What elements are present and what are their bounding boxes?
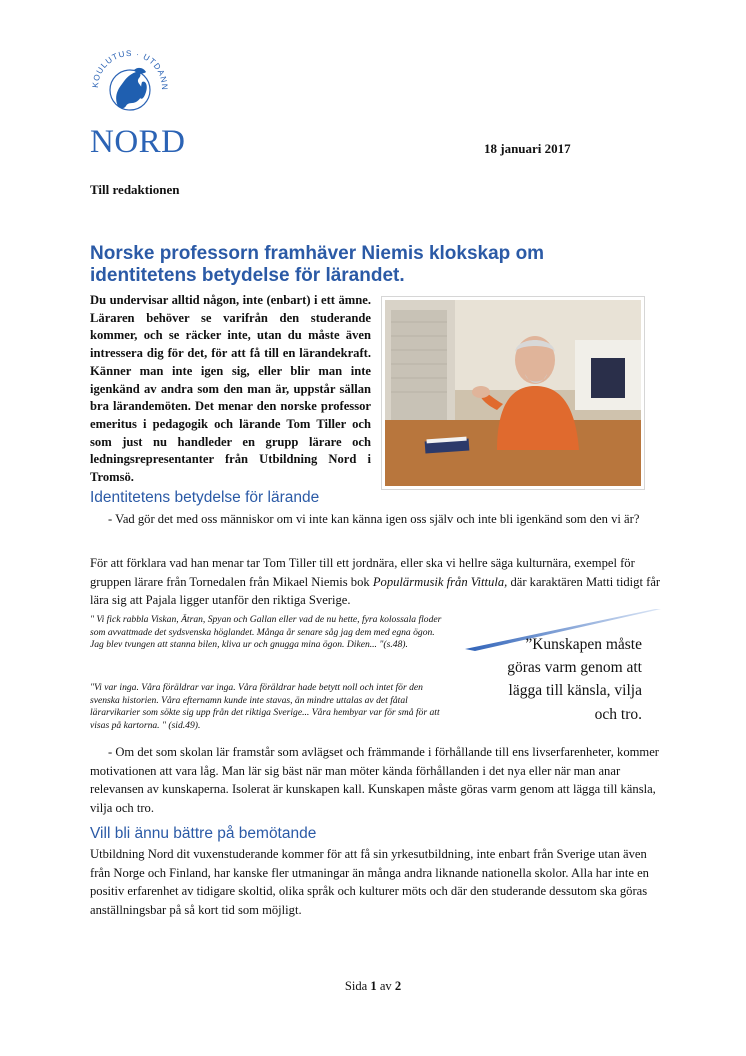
example-text-after: där karaktären Matti tidigt får lära sig att Pajala ligger utanför den riktiga Sverige. (90, 574, 661, 608)
body-paragraph-example (90, 554, 665, 610)
pull-quote: ”Kunskapen måste göras varm genom att lägga till känsla, vilja och tro. (507, 636, 642, 723)
logo-wordmark: NORD (90, 124, 186, 160)
footer-page-total: 2 (394, 979, 402, 993)
addressee-line: Till redaktionen (90, 182, 180, 197)
article-photo (381, 296, 645, 490)
example-text-before: För att förklara vad han menar tar Tom Tiller till ett jordnära, eller ska vi hellre säga kulturnära, exempel för gruppen lärare från Tornedalen från Mikael Niemis bok (90, 556, 635, 589)
book-quote-2: "Vi var inga. Våra föräldrar var inga. Våra föräldrar hade betytt noll och intet för den svenska historien. Våra efternamn kunde inte stavas, än mindre uttalas av det fåtal lärarvikarier som sökte sig upp från det riktiga Sverige... Våra hembyar var för små för att visas på kartorna. " (sid.49). (90, 682, 440, 731)
footer-middle: av (376, 979, 395, 993)
section-heading-better: Vill bli ännu bättre på bemötande (90, 825, 317, 842)
article-title: Norske professorn framhäver Niemis klokskap om identitetens betydelse för lärandet. (90, 243, 545, 286)
document-date: 18 januari 2017 (484, 141, 571, 156)
photo-tom-tiller-image (385, 300, 641, 486)
utbildning-nord-logo (84, 42, 184, 160)
logo-emblem-icon (84, 42, 184, 126)
page-footer (0, 979, 746, 994)
body-paragraph-utbildning-nord: Utbildning Nord dit vuxenstuderande kommer för att få sin yrkesutbildning, inte enbart från Sverige utan även från Norge och Finland, har kanske fler utmaningar än många andra liknande nationella skolor. Alla har inte en positiv erfarenhet av tidigare skoltid, olika språk och kulturer möts och där den studerande dessutom ska göras anställningsbar på så kort tid som möjligt. (90, 847, 649, 917)
lead-paragraph: Du undervisar alltid någon, inte (enbart) i ett ämne. Läraren behöver se varifrån den studerande kommer, och se räcker inte, utan du måste även intressera dig för det, för att få till en lärandekraft. Känner man inte igen sig, eller blir man inte igenkänd av andra som den man är, uppstår sällan bra lärandemöten. Det menar den norske professor emeritus i pedagogik och lärande Tom Tiller och som just nu handleder en grupp lärare och ledningsrepresentanter från Utbildning Nord i Tromsö. (90, 293, 371, 485)
body-paragraph-question: - Vad gör det med oss människor om vi inte kan känna igen oss själv och inte bli igenkänd som den vi är? (108, 512, 640, 526)
book-title: Populärmusik från Vittula, (372, 574, 508, 589)
footer-page-number: 1 (370, 979, 377, 993)
logo-arc-text: KOULUTUS · UTDANN (90, 48, 170, 91)
section-heading-identity: Identitetens betydelse för lärande (90, 489, 320, 506)
body-paragraph-motivation: - Om det som skolan lär framstår som avlägset och främmande i förhållande till ens livserfarenheter, kommer motivationen att vara låg. Man lär sig bäst när man möter kända förhållanden i det nya eller när man anar relevansen av kunskaperna. Isolerat är kunskapen kall. Kunskapen måste göras varm genom att lägga till känsla, vilja och tro. (90, 745, 659, 815)
book-quote-1: " Vi fick rabbla Viskan, Ätran, Spyan och Gallan eller vad de nu hette, fyra kolossala floder som avvattmade det sydsvenska höglandet. Många år senare såg jag dem med egna ögon. Jag blev tvungen att stanna bilen, kliva ur och gnugga mina ögon. Diken... "(s.48). (90, 614, 442, 650)
footer-prefix: Sida (344, 979, 371, 993)
